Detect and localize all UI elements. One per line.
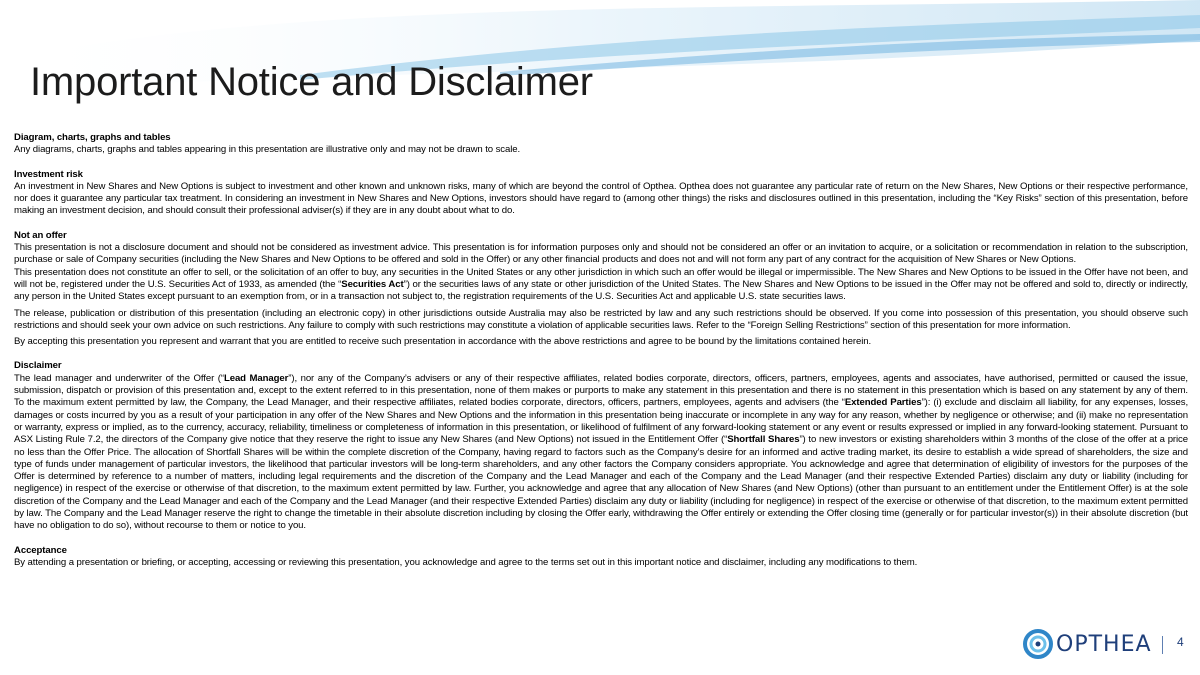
defined-term: Shortfall Shares (727, 434, 800, 446)
section-paragraph: The release, publication or distribution of this presentation (including an electronic copy) in other jurisdictions outside Australia may also be restricted by law and any such restrictions should be observed. If you come into possession of this presentation, you should observe such restrictions and should seek your own advice on such restrictions. Any failure to comply with such restrictions may constitute a violation of applicable securities laws. Refer to the “Foreign Selling Restrictions” section of this presentation for more information. (14, 307, 1188, 331)
section-heading: Acceptance (14, 544, 67, 556)
section-text: By attending a presentation or briefing, or accepting, accessing or reviewing this presentation, you acknowledge and agree to the terms set out in this important notice and disclaimer, including any modifications to them. (14, 556, 918, 568)
section-paragraph: By accepting this presentation you represent and warrant that you are entitled to receive such presentation in accordance with the above restrictions and agree to be bound by the limitations contained herein. (14, 336, 872, 348)
defined-term: Securities Act (341, 278, 404, 290)
disclaimer-body (14, 132, 1188, 569)
section-disclaimer (14, 360, 1188, 532)
section-heading: Investment risk (14, 168, 83, 180)
section-heading: Disclaimer (14, 360, 62, 372)
opthea-logo (1022, 628, 1192, 660)
text-run: ”) or the securities laws of any state or other jurisdiction of the United States. The New Shares and New Options to be issued in the Offer may not be offered and sold to, directly or indirectly, any person in the United States except pursuant to an exemption from, or in a transaction not subject to, the registration requirements of the U.S. Securities Act and applicable U.S. state securities laws. (14, 278, 1189, 303)
text-run: ”) to new investors or existing shareholders within 3 months of the close of the offer at a price no less than the Offer Price. The allocation of Shortfall Shares will be within the complete discretion of the Company, having regard to factors such as the Company’s desire for an informed and active trading market, its desire to establish a wide spread of shareholders, the size and type of funds under management of particular investors, the likelihood that particular investors will be long-term shareholders, and any other factors the Company considers appropriate. You acknowledge and agree that determination of eligibility of investors for the purposes of the Offer is determined by reference to a number of matters, including legal requirements and the discretion of the Company and the Lead Manager and each of the Company and the Lead Manager (and their respective Extended Parties) disclaim any duty or liability (including for negligence) in respect of the exercise or otherwise of that discretion, to the maximum extent permitted by law. Further, you acknowledge and agree that any allocation of New Shares (and New Options) (other than pursuant to an entitlement under the Entitlement Offer) is at the sole discretion of the Company and the Lead Manager and each of the Company and the Lead Manager (and their respective Extended Parties) disclaim any duty or liability (including for negligence) in respect of the exercise or otherwise of that discretion, to the maximum extent permitted by law. The Company and the Lead Manager reserve the right to change the timetable in their absolute discretion including by closing the Offer early, withdrawing the Offer entirely or extending the Offer closing time (generally or for particular investor(s)) in their absolute discretion (but have no obligation to do so), without recourse to them or notice to you. (14, 434, 1188, 532)
section-heading: Not an offer (14, 229, 67, 241)
section-heading: Diagram, charts, graphs and tables (14, 132, 171, 143)
section-acceptance (14, 545, 1188, 570)
logo-wordmark: OPTHEA (1056, 632, 1152, 657)
defined-term: Lead Manager (223, 372, 289, 384)
defined-term: Extended Parties (844, 397, 922, 409)
page-title: Important Notice and Disclaimer (30, 60, 593, 104)
section-investment-risk (14, 169, 1188, 218)
text-run: The lead manager and underwriter of the Offer (“ (14, 372, 224, 384)
text-run: ”), nor any of the Company’s advisers or any of their respective affiliates, related bodies corporate, directors, officers, partners, employees, agents and associates, have authorised, permitted or caused the issue, submission, dispatch or provision of this presentation and, except to the extent referred to in this presentation, none of them makes or purports to make any statement in this presentation and there is no statement in this presentation which is based on any statement by any of them. To the maximum extent permitted by law, the Company, the Lead Manager, and their respective affiliates, related bodies corporate, directors, officers, partners, employees, agents and advisers (the “ (14, 372, 1188, 409)
section-paragraph (14, 373, 1188, 533)
section-paragraph: This presentation is not a disclosure document and should not be considered as investment advice. This presentation is for information purposes only and should not be considered an offer or an invitation to acquire, or a solicitation or recommendation in relation to the subscription, purchase or sale of Company securities (including the New Shares and New Options to be offered and sold in the Offer) or any other financial products and does not and will not form any part of any contract for the acquisition of New Shares or New Options. (14, 242, 1188, 266)
section-not-an-offer (14, 230, 1188, 349)
page-number: 4 (1177, 635, 1184, 649)
section-paragraph (14, 267, 1188, 304)
section-text: Any diagrams, charts, graphs and tables appearing in this presentation are illustrative only and may not be drawn to scale. (14, 144, 521, 156)
section-diagrams (14, 132, 1188, 157)
text-run: ”): (i) exclude and disclaim all liability, for any expenses, losses, damages or costs incurred by you as a result of your participation in any offer of the New Shares and New Options and the information in this presentation being inaccurate or incomplete in any way for any reason, whether by negligence or otherwise; and (ii) make no representation or warranty, express or implied, as to the currency, accuracy, reliability, timeliness or completeness of information in this presentation, or likelihood of fulfilment of any forward-looking statement or any event or results expressed or implied in any forward-looking statement. Pursuant to ASX Listing Rule 7.2, the directors of the Company give notice that they reserve the right to issue any New Shares (and New Options) not issued in the Entitlement Offer (“ (14, 397, 1189, 446)
text-run: This presentation does not constitute an offer to sell, or the solicitation of an offer to buy, any securities in the United States or any other jurisdiction in which such an offer would be illegal or impermissible. The New Shares and New Options to be issued in the Offer have not been, and will not be, registered under the U.S. Securities Act of 1933, as amended (the “ (14, 266, 1188, 290)
section-text: An investment in New Shares and New Options is subject to investment and other known and unknown risks, many of which are beyond the control of Opthea. Opthea does not guarantee any particular rate of return on the New Shares, New Options or their respective performance, nor does it guarantee any particular tax treatment. In considering an investment in New Shares and New Options, investors should have regard to (among other things) the risks and disclosures outlined in this presentation, including the “Key Risks” section of this presentation, before making an investment decision, and should consult their professional adviser(s) if they are in any doubt about what to do. (14, 180, 1188, 217)
opthea-logo-icon (1022, 628, 1054, 660)
logo-divider (1162, 636, 1163, 654)
